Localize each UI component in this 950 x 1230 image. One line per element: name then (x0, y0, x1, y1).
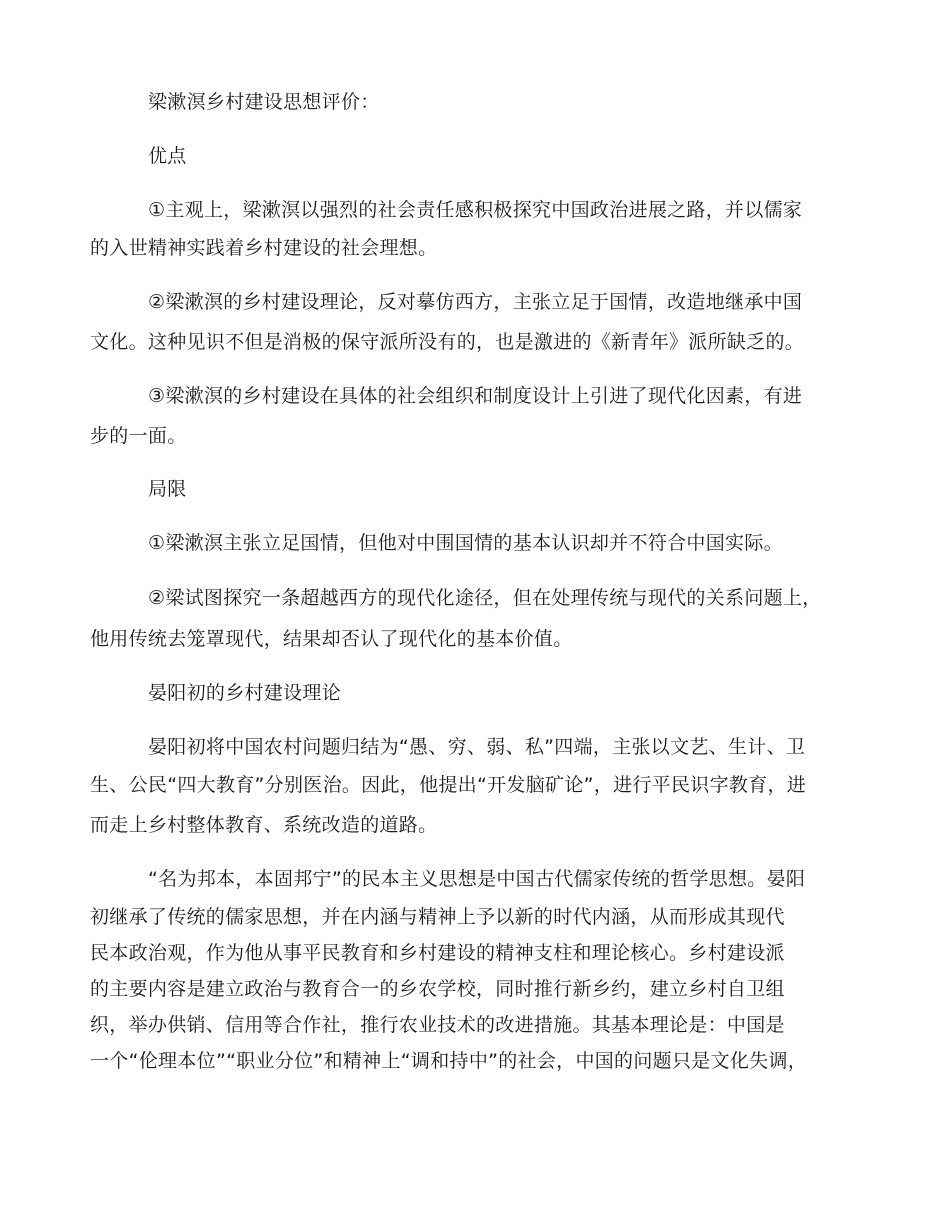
section-yan: 晏阳初的乡村建设理论 (148, 682, 342, 704)
minben-line-1: “名为邦本，本固邦宁”的民本主义思想是中国古代儒家传统的哲学思想。晏阳 (148, 868, 806, 890)
minben-line-3: 民本政治观，作为他从事平民教育和乡村建设的精神支柱和理论核心。乡村建设派 (90, 942, 785, 964)
minben-line-5: 织，举办供销、信用等合作社，推行农业技术的改进措施。其基本理论是：中国是 (90, 1014, 785, 1036)
merit-2-line-1: ②梁漱溟的乡村建设理论，反对摹仿西方，主张立足于国情，改造地继承中国 (148, 291, 803, 313)
limit-2-line-2: 他用传统去笼罩现代，结果却否认了现代化的基本价值。 (90, 628, 573, 650)
minben-line-6: 一个“伦理本位”“职业分位”和精神上“调和持中”的社会，中国的问题只是文化失调， (90, 1050, 808, 1072)
limit-1-line-1: ①梁漱溟主张立足国情，但他对中围国情的基本认识却并不符合中国实际。 (148, 532, 783, 554)
yan-line-2: 生、公民“四大教育”分别医治。因此，他提出“开发脑矿论”，进行平民识字教育，进 (90, 774, 807, 796)
minben-line-4: 的主要内容是建立政治与教育合一的乡农学校，同时推行新乡约，建立乡村自卫组 (90, 978, 785, 1000)
section-merits: 优点 (148, 145, 187, 167)
merit-3-line-2: 步的一面。 (90, 425, 187, 447)
merit-1-line-2: 的入世精神实践着乡村建设的社会理想。 (90, 237, 438, 259)
yan-line-1: 晏阳初将中国农村问题归结为“愚、穷、弱、私”四端，主张以文艺、生计、卫 (148, 736, 806, 758)
merit-1-line-1: ①主观上，梁漱溟以强烈的社会责任感积极探究中国政治进展之路，并以儒家 (148, 199, 803, 221)
yan-line-3: 而走上乡村整体教育、系统改造的道路。 (90, 814, 438, 836)
merit-3-line-1: ③梁漱溟的乡村建设在具体的社会组织和制度设计上引进了现代化因素，有进 (148, 385, 803, 407)
limit-2-line-1: ②梁试图探究一条超越西方的现代化途径，但在处理传统与现代的关系问题上， (148, 587, 822, 609)
evaluation-title: 梁漱溟乡村建设思想评价： (148, 91, 380, 113)
section-limits: 局限 (148, 478, 187, 500)
merit-2-line-2: 文化。这种见识不但是消极的保守派所没有的，也是激进的《新青年》派所缺乏的。 (90, 331, 805, 353)
minben-line-2: 初继承了传统的儒家思想，并在内涵与精神上予以新的时代内涵，从而形成其现代 (90, 906, 785, 928)
